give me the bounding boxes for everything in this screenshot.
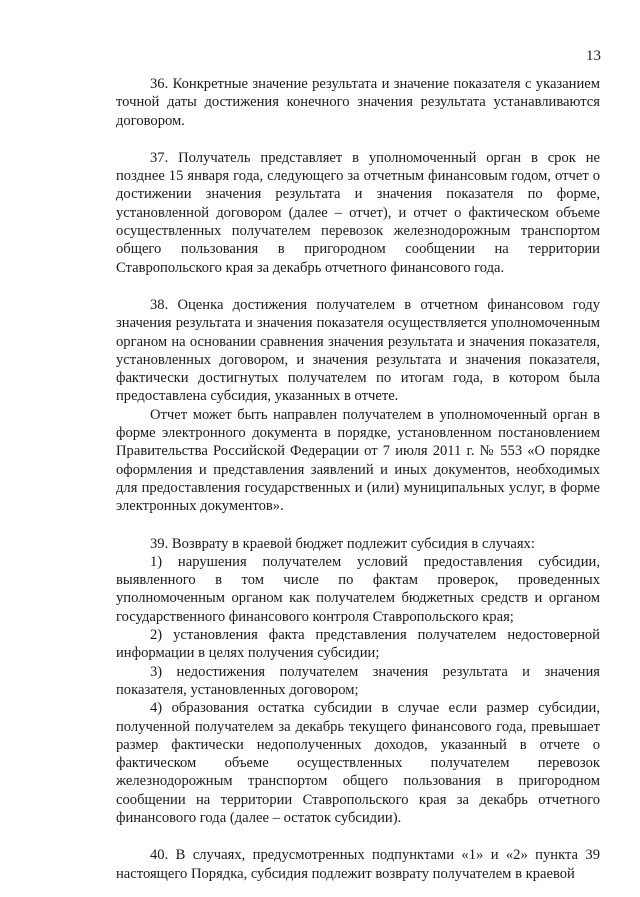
paragraph-39: 39. Возврату в краевой бюджет подлежит субсидия в случаях: [150,535,535,552]
paragraph-spacer [116,827,600,846]
paragraph-39-item-2: 2) установления факта представления получателем недостоверной информации в целях получения субсидии; [116,627,600,662]
paragraph-36: 36. Конкретные значение результата и значение показателя с указанием точной даты достижения конечного значения результата устанавливаются договором. [116,76,600,129]
document-body [116,75,600,883]
paragraph-37: 37. Получатель представляет в уполномоченный орган в срок не позднее 15 января года, следующего за отчетным финансовым годом, отчет о достижении значения результата и значения показателя по форме, установленной договором (далее – отчет), и отчет о фактическом объеме осуществленных получателем перевозок железнодорожным транспортом общего пользования в пригородном сообщении на территории Ставропольского края за декабрь отчетного финансового года. [116,149,600,276]
paragraph-39-item-4: 4) образования остатка субсидии в случае если размер субсидии, полученной получателем за декабрь текущего финансового года, превышает размер фактически недополученных доходов, указанный в отчете о фактическом объеме осуществленных получателем перевозок железнодорожным транспортом общего пользования в пригородном сообщении на территории Ставропольского края за декабрь отчетного финансового года (далее – остаток субсидии). [116,700,600,826]
paragraph-38-report: Отчет может быть направлен получателем в уполномоченный орган в форме электронного документа в порядке, установленном постановлением Правительства Российской Федерации от 7 июля 2011 г. № 553 «О порядке оформления и представления заявлений и иных документов, необходимых для предоставления государственных и (или) муниципальных услуг, в форме электронных документов». [116,406,600,515]
paragraph-39-item-1: 1) нарушения получателем условий предоставления субсидии, выявленного в том числе по фактам проверок, проведенных уполномоченным органом как получателем бюджетных средств и органом государственного финансового контроля Ставропольского края; [116,553,600,625]
paragraph-spacer [116,516,600,535]
paragraph-39-item-3: 3) недостижения получателем значения результата и значения показателя, установленных договором; [116,663,600,698]
page-number: 13 [586,48,601,64]
paragraph-spacer [116,130,600,149]
paragraph-spacer [116,277,600,296]
paragraph-40: 40. В случаях, предусмотренных подпунктами «1» и «2» пункта 39 настоящего Порядка, субсидия подлежит возврату получателем в краевой [116,847,600,882]
paragraph-38: 38. Оценка достижения получателем в отчетном финансовом году значения результата и значения показателя осуществляется уполномоченным органом на основании сравнения значения результата и значения показателя, установленных договором, и значения результата и значения показателя, фактически достигнутых получателем по итогам года, в котором была предоставлена субсидия, указанных в отчете. [116,296,600,405]
